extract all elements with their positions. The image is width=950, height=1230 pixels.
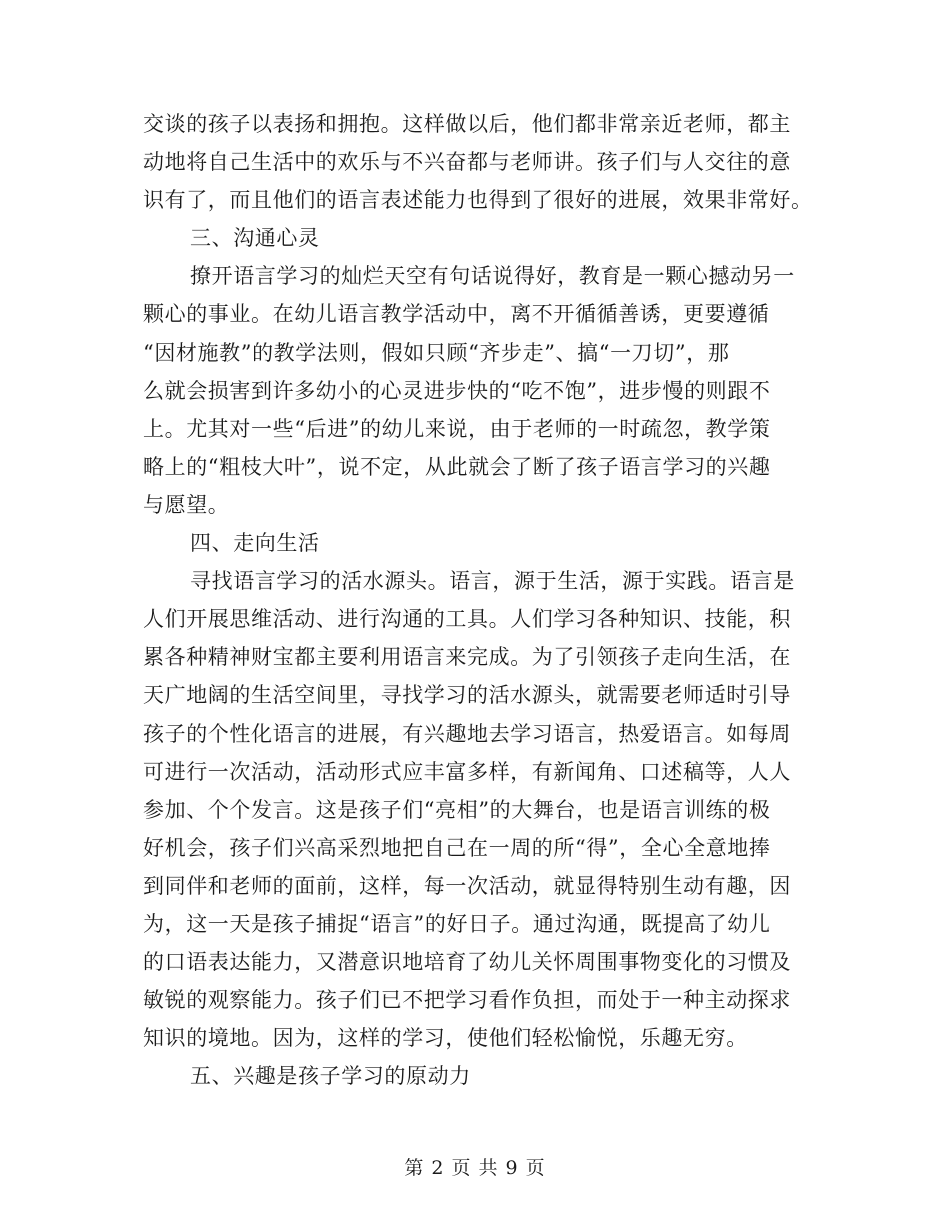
- paragraph-line: 交谈的孩子以表扬和拥抱。这样做以后，他们都非常亲近老师，都主: [143, 112, 791, 136]
- paragraph-line: 人们开展思维活动、进行沟通的工具。人们学习各种知识、技能，积: [143, 607, 791, 632]
- paragraph-line: 上。尤其对一些“后进”的幼儿来说，由于老师的一时疏忽，教学策: [143, 416, 771, 441]
- paragraph-line: 寻找语言学习的活水源头。语言，源于生活，源于实践。语言是: [190, 569, 795, 594]
- paragraph-line: 天广地阔的生活空间里，寻找学习的活水源头，就需要老师适时引导: [143, 683, 791, 708]
- document-body: [143, 105, 813, 1095]
- page-number-label: 第 2 页 共 9 页: [404, 1157, 546, 1179]
- section-heading-3: 三、沟通心灵: [190, 226, 320, 251]
- paragraph-line: 撩开语言学习的灿烂天空有句话说得好，教育是一颗心撼动另一: [190, 264, 795, 289]
- paragraph-line: 么就会损害到许多幼小的心灵进步快的“吃不饱”，进步慢的则跟不: [143, 378, 771, 403]
- section-heading-5: 五、兴趣是孩子学习的原动力: [190, 1064, 471, 1089]
- paragraph-line: 动地将自己生活中的欢乐与不兴奋都与老师讲。孩子们与人交往的意: [143, 150, 791, 175]
- page-footer: [0, 1153, 950, 1180]
- paragraph-line: 的口语表达能力，又潜意识地培育了幼儿关怀周围事物变化的习惯及: [143, 950, 791, 975]
- section-heading-4: 四、走向生活: [190, 531, 320, 556]
- paragraph-line: 与愿望。: [143, 492, 230, 517]
- paragraph-line: 可进行一次活动，活动形式应丰富多样，有新闻角、口述稿等，人人: [143, 759, 791, 784]
- paragraph-line: 知识的境地。因为，这样的学习，使他们轻松愉悦，乐趣无穷。: [143, 1026, 748, 1051]
- paragraph-line: 识有了，而且他们的语言表述能力也得到了很好的进展，效果非常好。: [143, 188, 813, 213]
- paragraph-line: 到同伴和老师的面前，这样，每一次活动，就显得特别生动有趣，因: [143, 873, 791, 898]
- paragraph-line: “因材施教”的教学法则，假如只顾“齐步走”、搞“一刀切”，那: [143, 340, 730, 365]
- paragraph-line: 略上的“粗枝大叶”，说不定，从此就会了断了孩子语言学习的兴趣: [143, 454, 771, 479]
- paragraph-line: 敏锐的观察能力。孩子们已不把学习看作负担，而处于一种主动探求: [143, 988, 791, 1013]
- paragraph-line: 为，这一天是孩子捕捉“语言”的好日子。通过沟通，既提高了幼儿: [143, 911, 771, 936]
- paragraph-line: 颗心的事业。在幼儿语言教学活动中，离不开循循善诱，更要遵循: [143, 302, 770, 327]
- paragraph-line: 孩子的个性化语言的进展，有兴趣地去学习语言，热爱语言。如每周: [143, 721, 791, 746]
- paragraph-line: 累各种精神财宝都主要利用语言来完成。为了引领孩子走向生活，在: [143, 645, 791, 670]
- paragraph-line: 好机会，孩子们兴高采烈地把自己在一周的所“得”，全心全意地捧: [143, 835, 771, 860]
- paragraph-line: 参加、个个发言。这是孩子们“亮相”的大舞台，也是语言训练的极: [143, 797, 771, 822]
